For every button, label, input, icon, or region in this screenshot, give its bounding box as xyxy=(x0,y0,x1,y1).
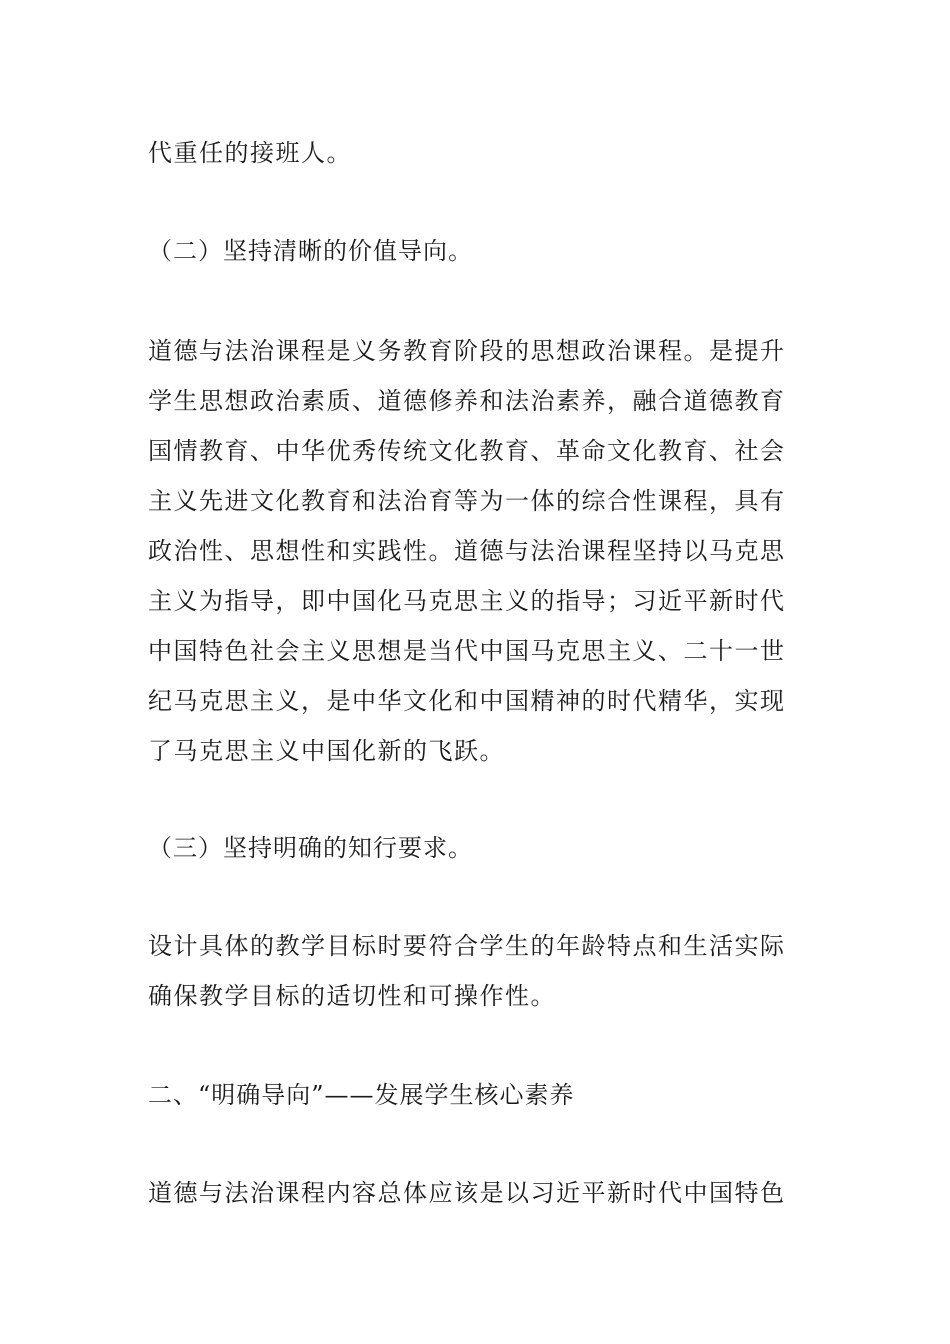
paragraph-value-orientation xyxy=(148,326,808,776)
text-line: 二、“明确导向”——发展学生核心素养 xyxy=(148,1081,575,1109)
section-heading-3 xyxy=(148,823,808,873)
text-line: 中国特色社会主义思想是当代中国马克思主义、二十一世 xyxy=(148,637,786,665)
text-line: 政治性、思想性和实践性。道德与法治课程坚持以马克思 xyxy=(148,537,786,565)
text-line: 了马克思主义中国化新的飞跃。 xyxy=(148,737,505,765)
text-line: （三）坚持明确的知行要求。 xyxy=(148,834,473,862)
chapter-heading-2 xyxy=(148,1070,808,1120)
text-line: 纪马克思主义，是中华文化和中国精神的时代精华，实现 xyxy=(148,687,786,715)
paragraph-continuation xyxy=(148,128,808,178)
text-line: 确保教学目标的适切性和可操作性。 xyxy=(148,982,556,1010)
text-line: 道德与法治课程内容总体应该是以习近平新时代中国特色 xyxy=(148,1179,786,1207)
text-line: 国情教育、中华优秀传统文化教育、革命文化教育、社会 xyxy=(148,437,786,465)
text-line: 学生思想政治素质、道德修养和法治素养，融合道德教育 xyxy=(148,387,786,415)
text-line: 主义为指导，即中国化马克思主义的指导；习近平新时代 xyxy=(148,587,786,615)
text-line: 主义先进文化教育和法治育等为一体的综合性课程，具有 xyxy=(148,487,786,515)
text-line: 设计具体的教学目标时要符合学生的年龄特点和生活实际 xyxy=(148,932,786,960)
text-line: （二）坚持清晰的价值导向。 xyxy=(148,237,473,265)
paragraph-teaching-goals xyxy=(148,921,808,1021)
text-line: 代重任的接班人。 xyxy=(148,139,352,167)
section-heading-2 xyxy=(148,226,808,276)
paragraph-course-content xyxy=(148,1168,808,1218)
text-line: 道德与法治课程是义务教育阶段的思想政治课程。是提升 xyxy=(148,337,786,365)
